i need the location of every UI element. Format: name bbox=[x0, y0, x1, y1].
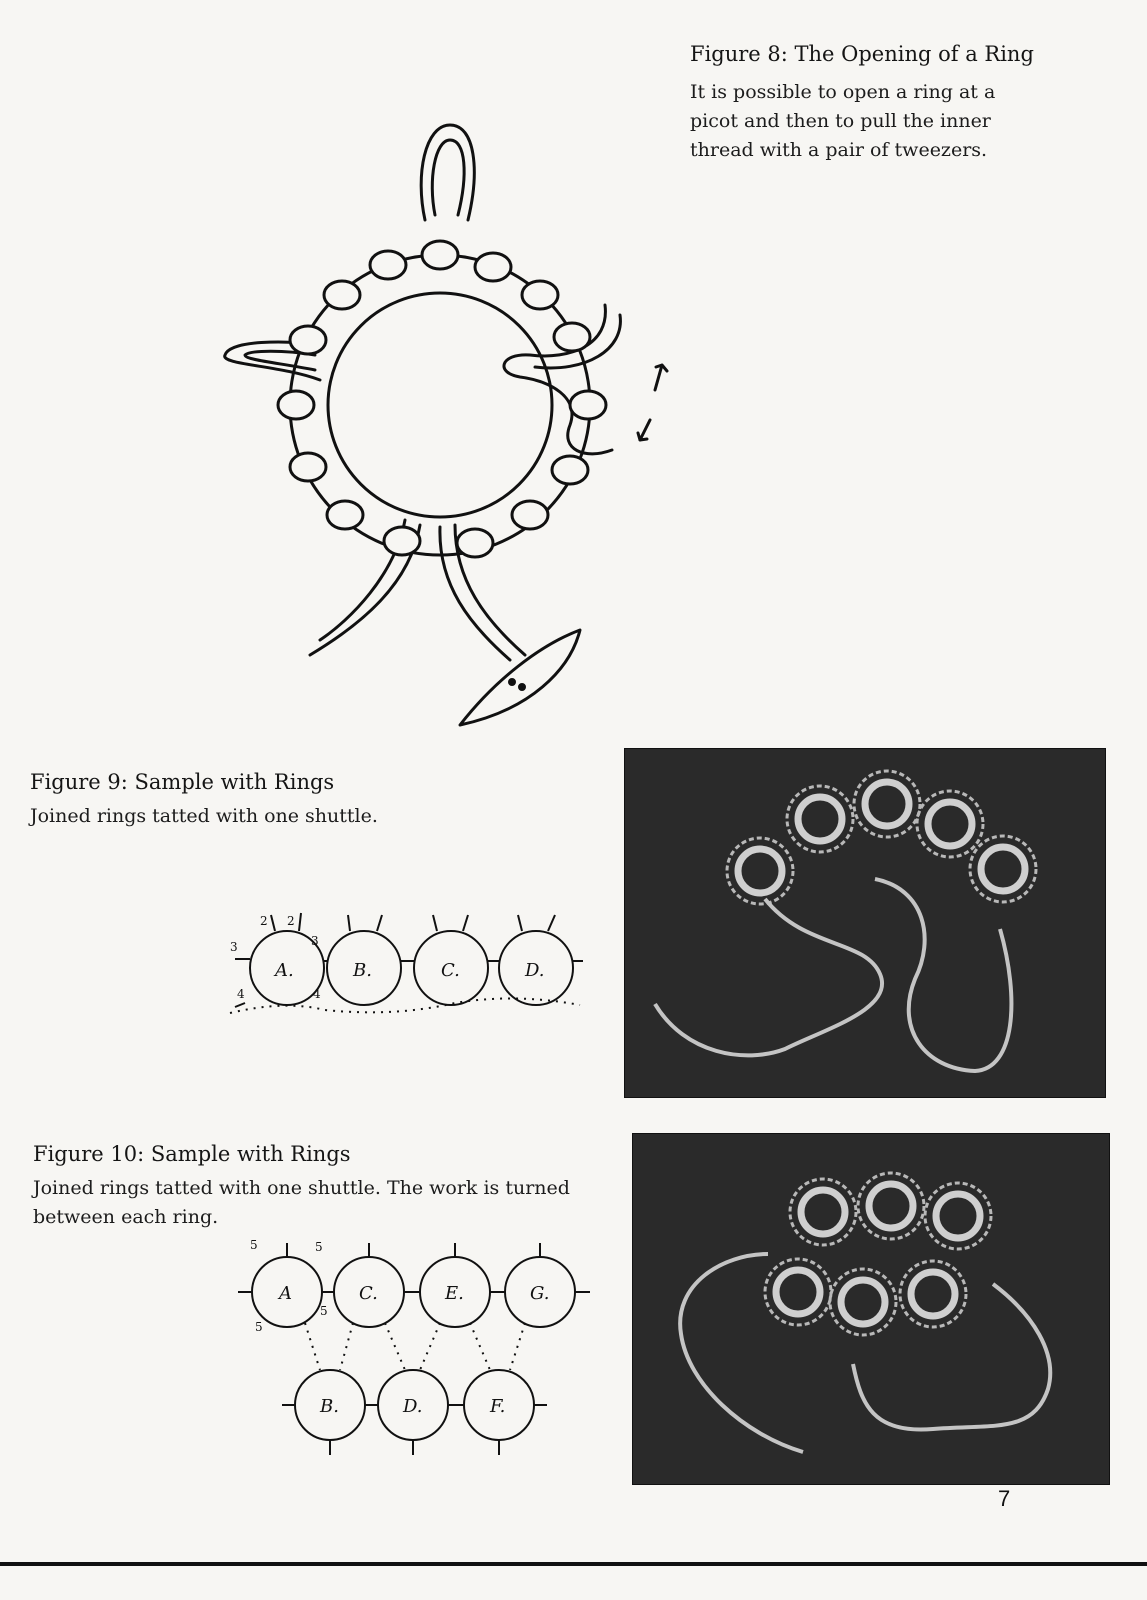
caption-line: Joined rings tatted with one shuttle. The work is turned bbox=[33, 1177, 570, 1199]
stitch-count: 5 bbox=[320, 1304, 328, 1318]
stitch-count: 2 bbox=[260, 914, 268, 928]
caption-line: between each ring. bbox=[33, 1206, 219, 1228]
page-number: 7 bbox=[998, 1486, 1011, 1511]
caption-line: picot and then to pull the inner bbox=[690, 110, 991, 132]
ring-label-g: G. bbox=[530, 1283, 550, 1304]
ring-label-b: B. bbox=[353, 960, 372, 981]
ring-label-a: A. bbox=[275, 960, 294, 981]
figure-9-title: Figure 9: Sample with Rings bbox=[30, 770, 335, 794]
ring-label-a: A bbox=[279, 1283, 292, 1304]
figure-10-ring-diagram bbox=[235, 1235, 595, 1495]
ring-label-c: C. bbox=[441, 960, 460, 981]
figure-10-title: Figure 10: Sample with Rings bbox=[33, 1142, 351, 1166]
figure-8-title: Figure 8: The Opening of a Ring bbox=[690, 42, 1034, 66]
stitch-count: 4 bbox=[313, 987, 321, 1001]
stitch-count: 3 bbox=[311, 934, 319, 948]
ring-label-d: D. bbox=[525, 960, 545, 981]
stitch-count: 4 bbox=[237, 987, 245, 1001]
figure-10-caption bbox=[33, 1174, 593, 1232]
ring-label-e: E. bbox=[445, 1283, 464, 1304]
figure-9-caption: Joined rings tatted with one shuttle. bbox=[30, 805, 378, 827]
ring-label-f: F. bbox=[490, 1396, 506, 1417]
ring-label-c: C. bbox=[359, 1283, 378, 1304]
ring-opening-illustration bbox=[210, 115, 670, 735]
figure-9-photo bbox=[624, 748, 1106, 1098]
figure-9-ring-diagram bbox=[225, 905, 585, 1025]
stitch-count: 5 bbox=[255, 1320, 263, 1334]
figure-10-photo bbox=[632, 1133, 1110, 1485]
stitch-count: 3 bbox=[230, 940, 238, 954]
stitch-count: 2 bbox=[287, 914, 295, 928]
ring-label-d: D. bbox=[403, 1396, 423, 1417]
caption-line: It is possible to open a ring at a bbox=[690, 81, 996, 103]
stitch-count: 5 bbox=[315, 1240, 323, 1254]
stitch-count: 5 bbox=[250, 1238, 258, 1252]
figure-8-caption bbox=[690, 78, 1110, 165]
ring-label-b: B. bbox=[320, 1396, 339, 1417]
caption-line: thread with a pair of tweezers. bbox=[690, 139, 988, 161]
bottom-rule bbox=[0, 1562, 1147, 1566]
